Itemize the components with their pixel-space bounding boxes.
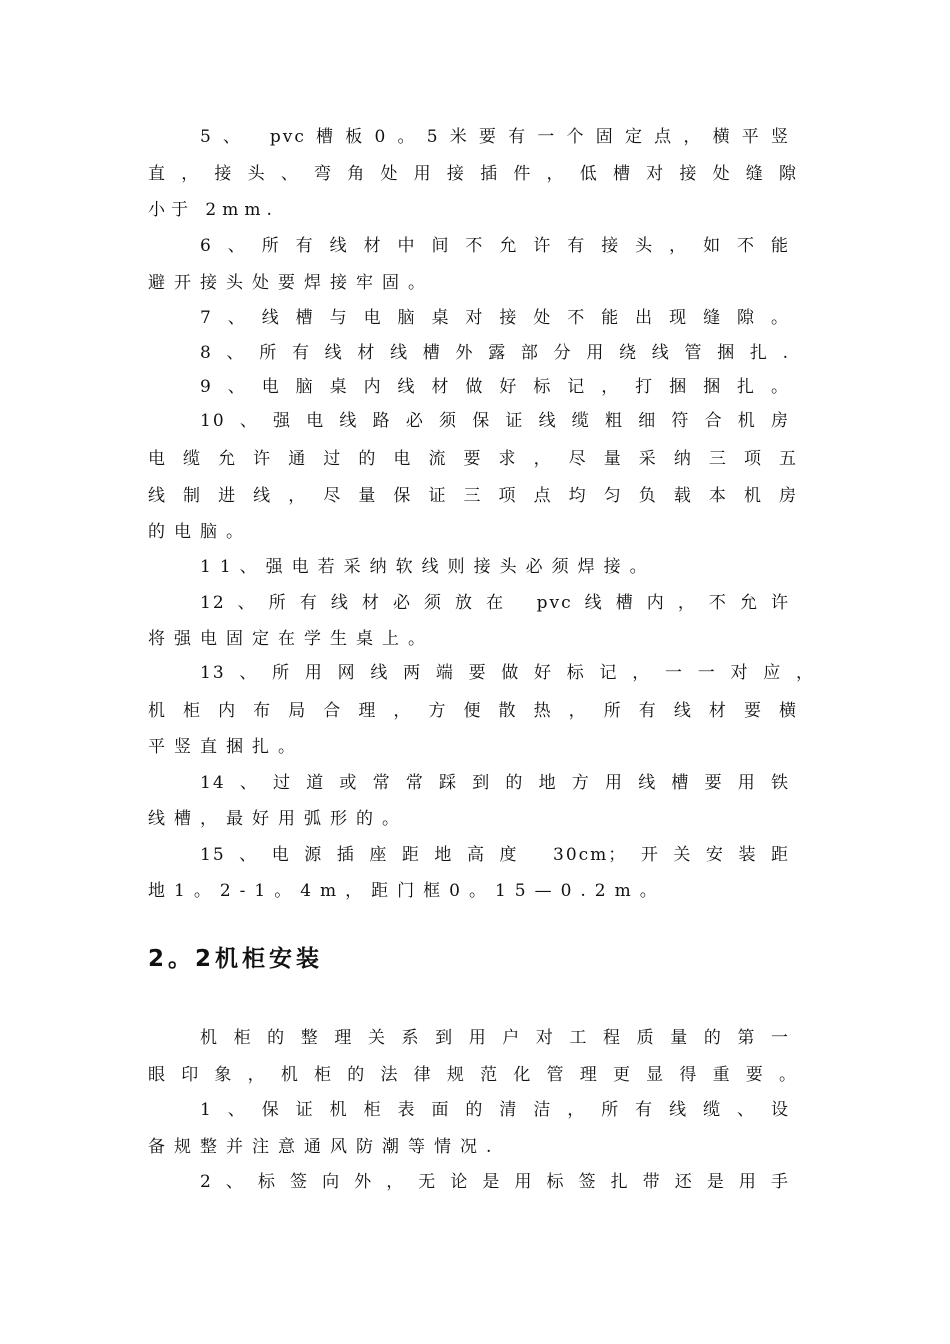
text-line: 电缆允许通过的电流要求，尽量采纳三项五 xyxy=(148,449,798,469)
text-line: 5、 pvc槽板0。5米要有一个固定点，横平竖 xyxy=(200,127,790,147)
text-line: 将强电固定在学生桌上。 xyxy=(148,629,434,649)
text-line: 备规整并注意通风防潮等情况. xyxy=(148,1137,501,1157)
text-line: 9、电脑桌内线材做好标记，打捆捆扎。 xyxy=(200,377,790,397)
text-line: 2、标签向外，无论是用标签扎带还是用手 xyxy=(200,1172,790,1192)
text-line: 线槽，最好用弧形的。 xyxy=(148,809,408,829)
text-line: 机柜内布局合理，方便散热，所有线材要横 xyxy=(148,701,798,721)
text-line: 线制进线，尽量保证三项点均匀负载本机房 xyxy=(148,486,798,506)
text-line: 1、保证机柜表面的清洁，所有线缆、设 xyxy=(200,1100,790,1120)
text-line: 小于 2mm. xyxy=(148,200,278,220)
text-line: 平竖直捆扎。 xyxy=(148,737,304,757)
text-line: 避开接头处要焊接牢固。 xyxy=(148,273,434,293)
text-line: 13、所用网线两端要做好标记，一一对应， xyxy=(200,663,815,683)
text-line: 眼印象，机柜的法律规范化管理更显得重要。 xyxy=(148,1065,798,1085)
text-line: 6、所有线材中间不允许有接头，如不能 xyxy=(200,236,790,256)
text-line: 10、强电线路必须保证线缆粗细符合机房 xyxy=(200,411,790,431)
text-line: 14、过道或常常踩到的地方用线槽要用铁 xyxy=(200,773,790,793)
text-line: 的电脑。 xyxy=(148,522,252,542)
text-line: 11、强电若采纳软线则接头必须焊接。 xyxy=(200,557,656,577)
text-line: 8、所有线材线槽外露部分用绕线管捆扎. xyxy=(200,343,790,363)
text-line: 机柜的整理关系到用户对工程质量的第一 xyxy=(200,1028,790,1048)
text-line: 7、线槽与电脑桌对接处不能出现缝隙。 xyxy=(200,308,790,328)
text-line: 直，接头、弯角处用接插件，低槽对接处缝隙 xyxy=(148,164,798,184)
text-line: 15、电源插座距地高度 30cm；开关安装距 xyxy=(200,845,790,865)
text-line: 地1。2-1。4m，距门框0。15—0.2m。 xyxy=(148,881,666,901)
text-line: 12、所有线材必须放在 pvc线槽内，不允许 xyxy=(200,593,790,613)
section-heading: 2。2机柜安装 xyxy=(148,946,324,972)
